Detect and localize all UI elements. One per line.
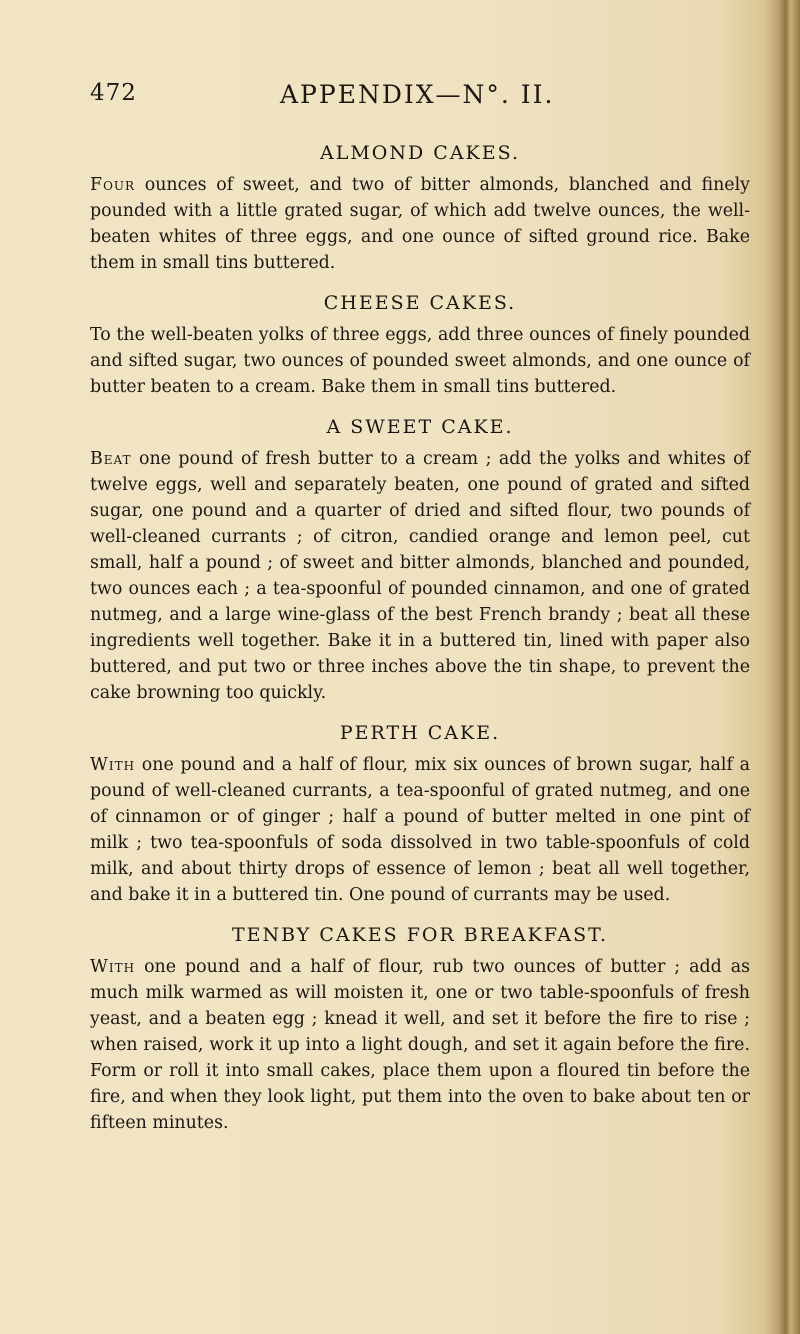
recipe-text	[90, 446, 750, 706]
recipe-lead-word: With	[90, 755, 136, 775]
recipe-tenby-cakes	[90, 922, 750, 1136]
recipe-body: one pound and a half of flour, rub two ounces of butter ; add as much milk warmed as will moisten it, one or two table-spoonfuls of fresh yeast, and a beaten egg ; knead it well, and set it before the fire to rise ; when raised, work it up into a light dough, and set it again before the fire. Form or roll it into small cakes, place them upon a floured tin before the fire, and when they look light, put them into the oven to bake about ten or fifteen minutes.	[90, 957, 750, 1133]
recipe-lead-word: Four	[90, 175, 136, 195]
recipe-cheese-cakes	[90, 290, 750, 400]
recipe-text	[90, 954, 750, 1136]
recipe-title: TENBY CAKES FOR BREAKFAST.	[231, 924, 609, 946]
recipe-body: one pound of fresh butter to a cream ; add the yolks and whites of twelve eggs, well and separately beaten, one pound of grated and sifted sugar, one pound and a quarter of dried and sifted flour, two pounds of well-cleaned currants ; of citron, candied orange and lemon peel, cut small, half a pound ; of sweet and bitter almonds, blanched and pounded, two ounces each ; a tea-spoonful of pounded cinnamon, and one of grated nutmeg, and a large wine-glass of the best French brandy ; beat all these ingredients well together. Bake it in a buttered tin, lined with paper also buttered, and put two or three inches above the tin shape, to prevent the cake browning too quickly.	[90, 449, 750, 703]
recipe-perth-cake	[90, 720, 750, 908]
recipe-sweet-cake	[90, 414, 750, 706]
recipe-title: ALMOND CAKES.	[320, 142, 520, 164]
recipe-title: CHEESE CAKES.	[323, 292, 517, 314]
running-head: APPENDIX—N°. II.	[280, 80, 555, 109]
recipe-almond-cakes	[90, 140, 750, 276]
recipe-body: one pound and a half of flour, mix six ounces of brown sugar, half a pound of well-cleaned currants, a tea-spoonful of grated nutmeg, and one of cinnamon or of ginger ; half a pound of butter melted in one pint of milk ; two tea-spoonfuls of soda dissolved in two table-spoonfuls of cold milk, and about thirty drops of essence of lemon ; beat all well together, and bake it in a buttered tin. One pound of currants may be used.	[90, 755, 750, 905]
page-content	[90, 140, 750, 1150]
page-header	[90, 80, 750, 120]
recipe-body: ounces of sweet, and two of bitter almonds, blanched and finely pounded with a little grated sugar, of which add twelve ounces, the well-beaten whites of three eggs, and one ounce of sifted ground rice. Bake them in small tins buttered.	[90, 175, 750, 273]
recipe-text	[90, 172, 750, 276]
recipe-text	[90, 752, 750, 908]
recipe-title: PERTH CAKE.	[339, 722, 501, 744]
recipe-text	[90, 322, 750, 400]
recipe-body: To the well-beaten yolks of three eggs, add three ounces of finely pounded and sifted sugar, two ounces of pounded sweet almonds, and one ounce of butter beaten to a cream. Bake them in small tins buttered.	[90, 325, 750, 397]
page-edge-shadow	[764, 0, 800, 1334]
recipe-lead-word: With	[90, 957, 136, 977]
recipe-lead-word: Beat	[90, 449, 132, 469]
page-number: 472	[90, 80, 137, 106]
recipe-title: A SWEET CAKE.	[326, 416, 514, 438]
